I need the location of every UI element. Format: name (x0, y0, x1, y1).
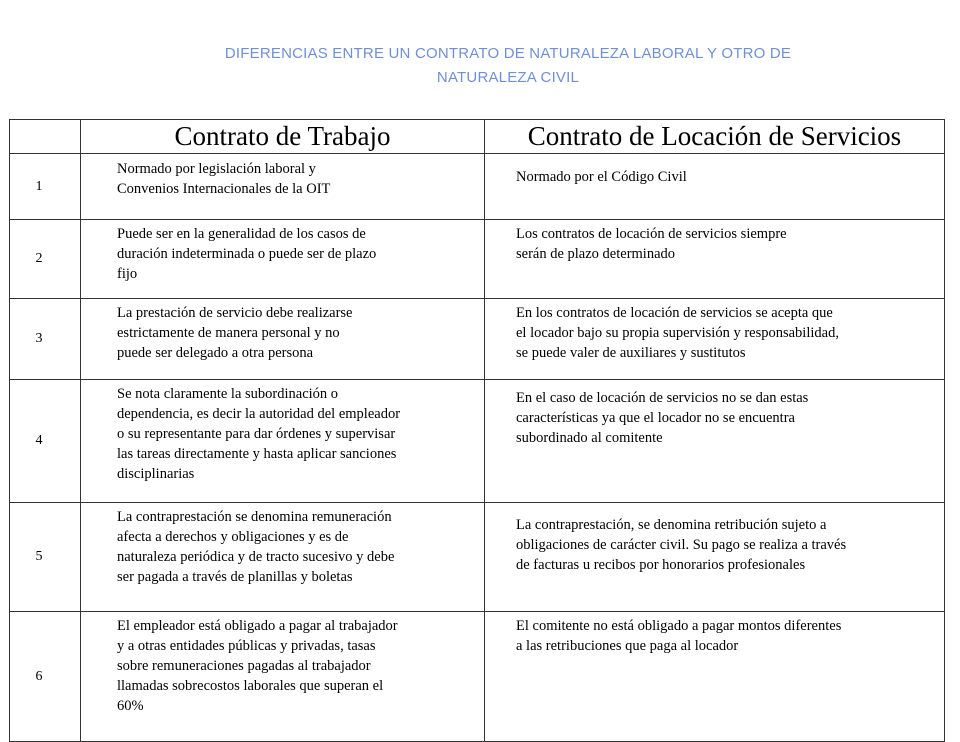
cell-line: ser pagada a través de planillas y boletas (117, 569, 353, 585)
cell-line: características ya que el locador no se encuentra (516, 410, 795, 426)
cell-line: llamadas sobrecostos laborales que superan el (117, 678, 384, 694)
table-header-row (10, 120, 945, 154)
row-number: 4 (10, 380, 81, 503)
cell-line: Puede ser en la generalidad de los casos de (117, 226, 366, 242)
contrato-trabajo-cell (81, 299, 485, 380)
contrato-trabajo-cell (81, 503, 485, 612)
header-number-cell (10, 120, 81, 154)
contrato-trabajo-cell (81, 612, 485, 742)
cell-line: serán de plazo determinado (516, 246, 676, 262)
cell-line: disciplinarias (117, 466, 195, 482)
table-row (10, 154, 945, 220)
contrato-locacion-cell (485, 612, 945, 742)
cell-line: En el caso de locación de servicios no se dan estas (516, 390, 809, 406)
row-number: 3 (10, 299, 81, 380)
cell-line: el locador bajo su propia supervisión y responsabilidad, (516, 325, 839, 341)
table-row (10, 220, 945, 299)
table-row (10, 612, 945, 742)
contrato-trabajo-cell (81, 154, 485, 220)
row-number: 5 (10, 503, 81, 612)
cell-line: naturaleza periódica y de tracto sucesivo y debe (117, 549, 395, 565)
cell-line: afecta a derechos y obligaciones y es de (117, 529, 349, 545)
contrato-locacion-cell (485, 154, 945, 220)
cell-line: y a otras entidades públicas y privadas, tasas (117, 638, 376, 654)
cell-line: En los contratos de locación de servicios se acepta que (516, 305, 833, 321)
cell-line: duración indeterminada o puede ser de plazo (117, 246, 377, 262)
page-title (120, 42, 896, 90)
cell-line: La contraprestación se denomina remuneración (117, 509, 392, 525)
cell-line: Convenios Internacionales de la OIT (117, 181, 331, 197)
table-row (10, 299, 945, 380)
cell-line: Se nota claramente la subordinación o (117, 386, 339, 402)
contrato-locacion-cell (485, 220, 945, 299)
cell-line: subordinado al comitente (516, 430, 663, 446)
cell-line: obligaciones de carácter civil. Su pago se realiza a través (516, 537, 847, 553)
cell-line: Los contratos de locación de servicios siempre (516, 226, 787, 242)
page-title-line-1: DIFERENCIAS ENTRE UN CONTRATO DE NATURALEZA LABORAL Y OTRO DE (224, 45, 792, 62)
contrato-locacion-cell (485, 503, 945, 612)
table-row (10, 380, 945, 503)
cell-line: las tareas directamente y hasta aplicar sanciones (117, 446, 397, 462)
cell-line: sobre remuneraciones pagadas al trabajador (117, 658, 371, 674)
row-number: 6 (10, 612, 81, 742)
contrato-trabajo-cell (81, 220, 485, 299)
contrato-trabajo-cell (81, 380, 485, 503)
row-number: 2 (10, 220, 81, 299)
header-contrato-locacion: Contrato de Locación de Servicios (485, 120, 945, 154)
cell-line: La contraprestación, se denomina retribución sujeto a (516, 517, 827, 533)
header-contrato-trabajo: Contrato de Trabajo (81, 120, 485, 154)
cell-line: o su representante para dar órdenes y supervisar (117, 426, 396, 442)
cell-line: 60% (117, 698, 144, 714)
cell-line: a las retribuciones que paga al locador (516, 638, 739, 654)
cell-line: La prestación de servicio debe realizarse (117, 305, 353, 321)
cell-line: estrictamente de manera personal y no (117, 325, 340, 341)
contrato-locacion-cell (485, 299, 945, 380)
cell-line: se puede valer de auxiliares y sustitutos (516, 345, 746, 361)
cell-line: de facturas u recibos por honorarios profesionales (516, 557, 806, 573)
cell-line: El comitente no está obligado a pagar montos diferentes (516, 618, 842, 634)
cell-line: puede ser delegado a otra persona (117, 345, 314, 361)
cell-line: Normado por el Código Civil (516, 169, 687, 185)
comparison-table (9, 119, 945, 742)
row-number: 1 (10, 154, 81, 220)
cell-line: dependencia, es decir la autoridad del empleador (117, 406, 401, 422)
table-row (10, 503, 945, 612)
cell-line: fijo (117, 266, 138, 282)
page-title-line-2: NATURALEZA CIVIL (436, 69, 580, 86)
contrato-locacion-cell (485, 380, 945, 503)
cell-line: Normado por legislación laboral y (117, 161, 316, 177)
cell-line: El empleador está obligado a pagar al trabajador (117, 618, 398, 634)
